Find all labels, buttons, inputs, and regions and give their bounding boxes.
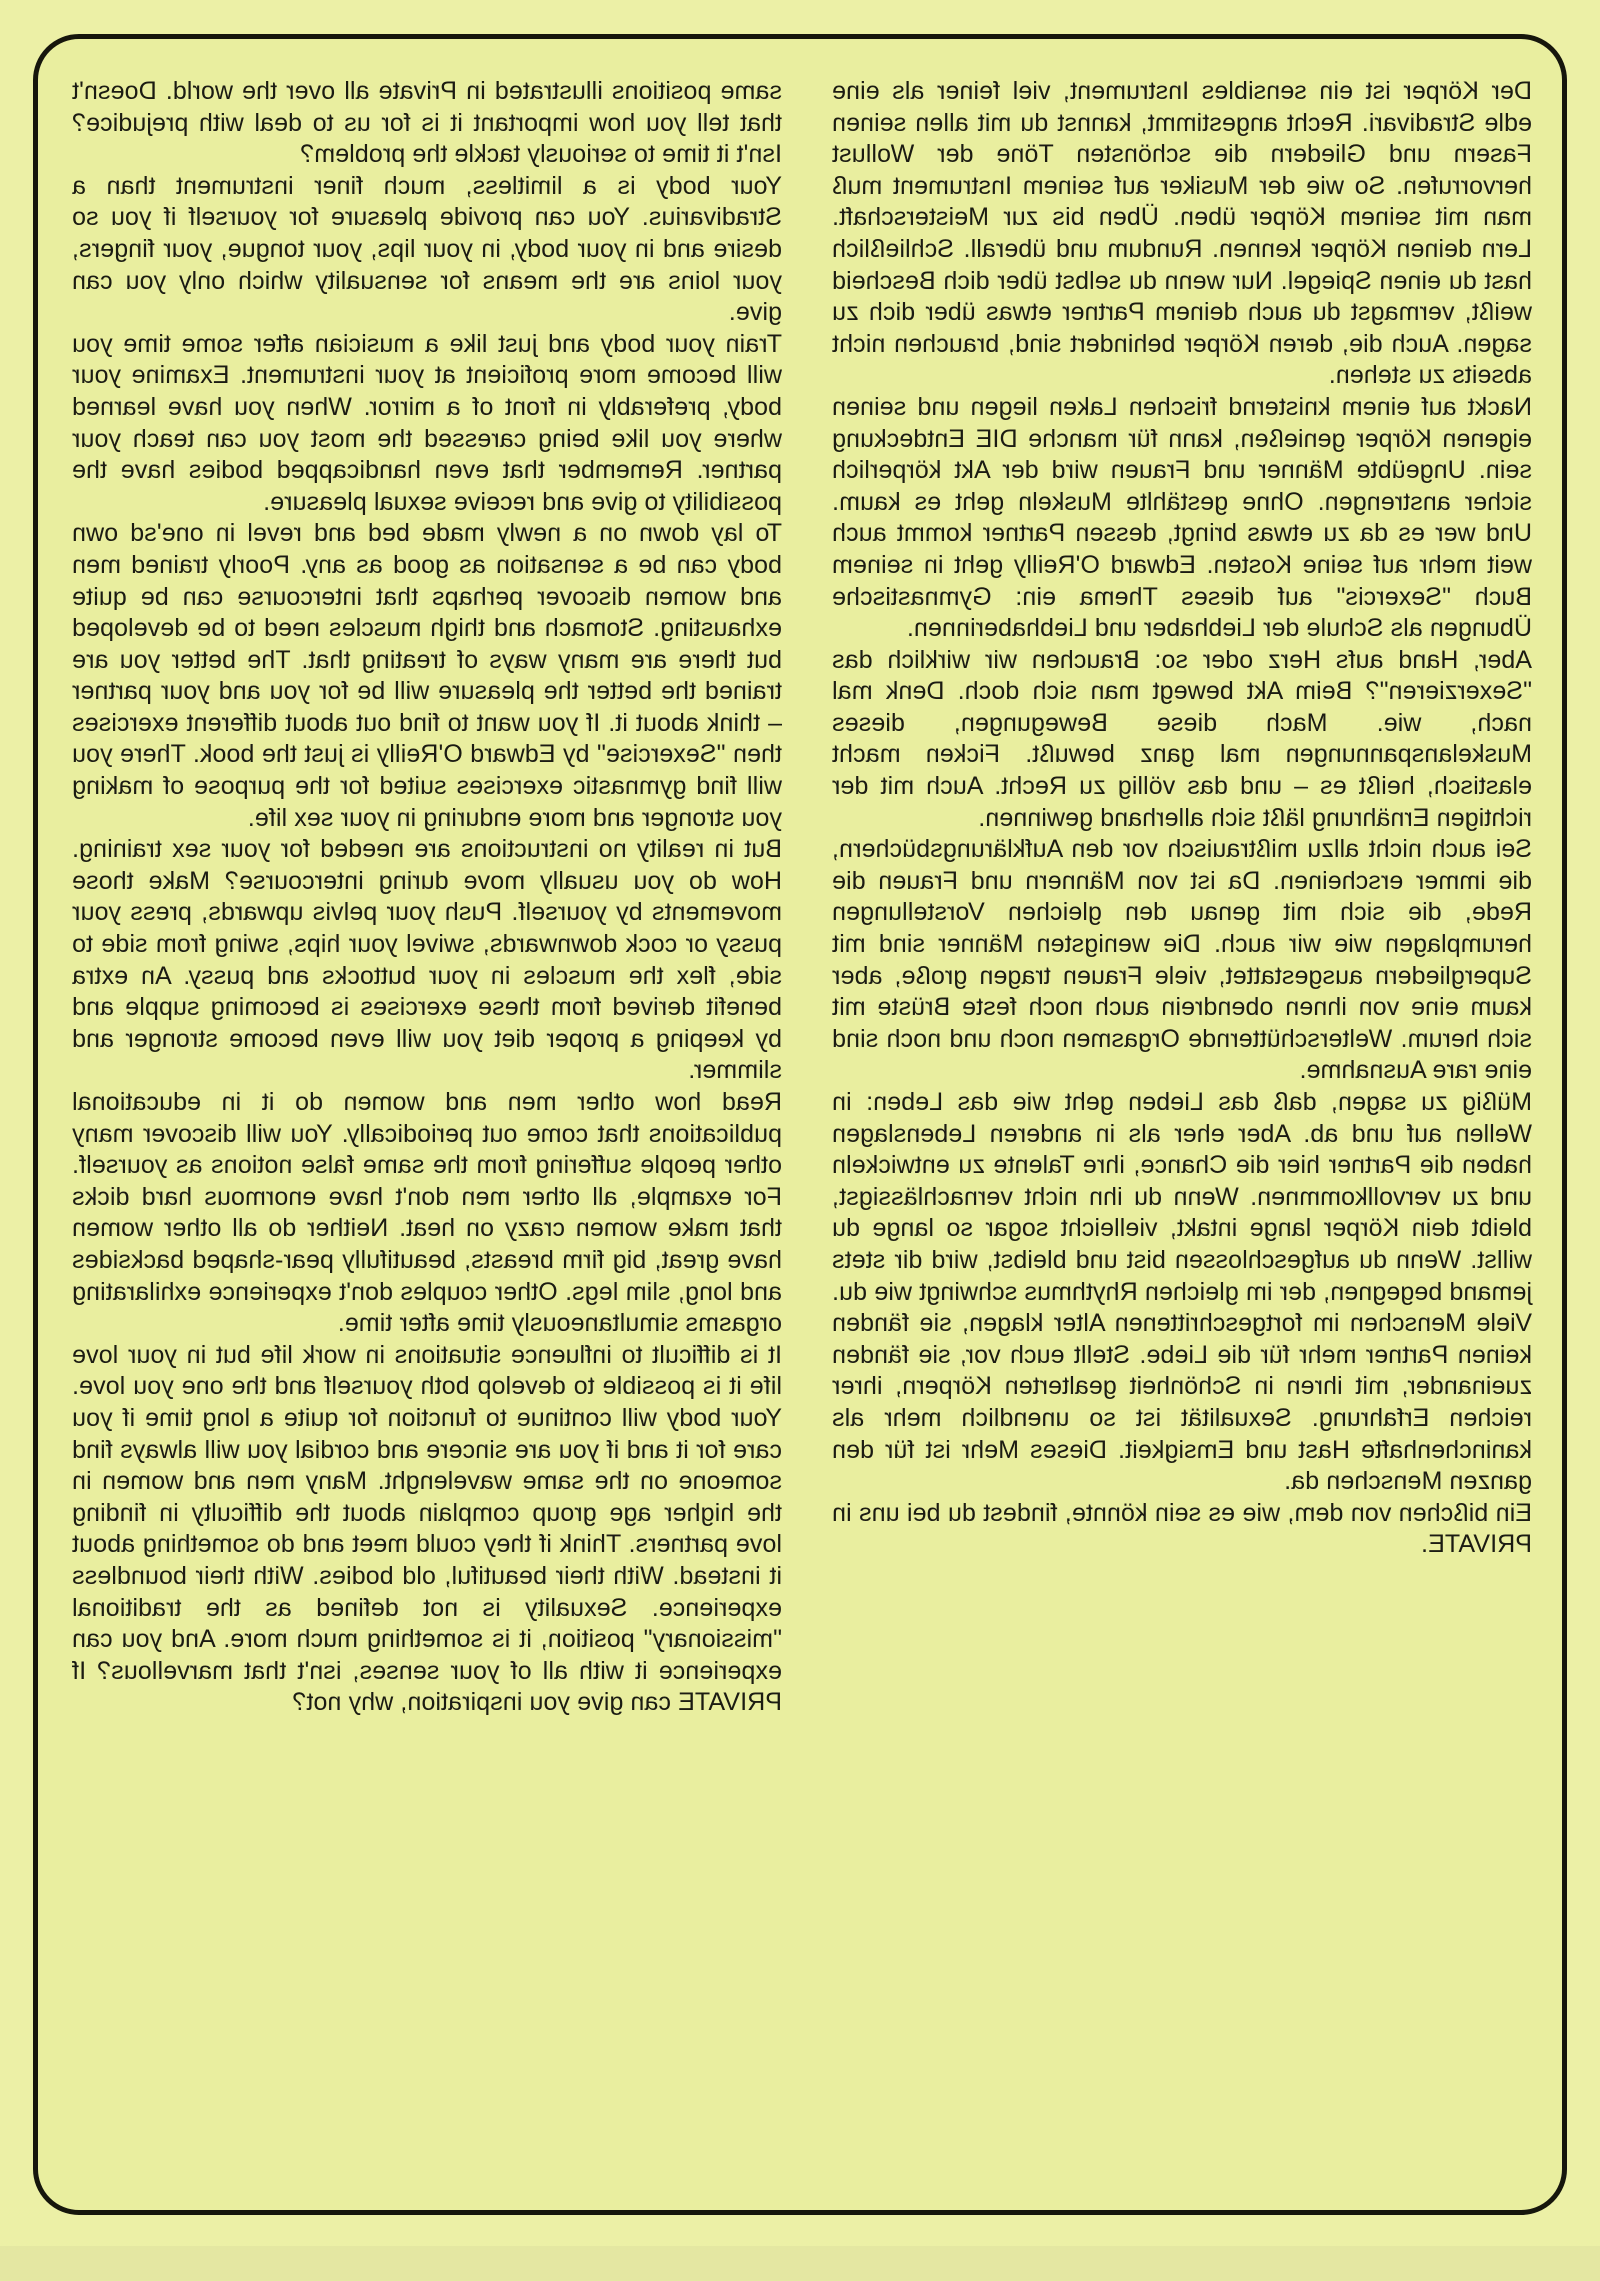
german-paragraph-1: Der Körper ist ein sensibles Instrument, viel feiner als eine edle Stradivari. Recht angestimmt, kannst du mit allen seinen Fasern und Gliedern die schönsten Töne der Wollust hervorrufen. So wie der Musiker auf seinem Instrument muß man mit seinem Körper üben. Üben bis zur Meisterschaft. Lern deinen Körper kennen. Rundum und überall. Schließlich hast du einen Spiegel. Nur wenn du selbst über dich Bescheid weißt, vermagst du auch deinem Partner etwas über dich zu sagen. Auch die, deren Körper behindert sind, brauchen nicht abseits zu stehen.: [832, 77, 1532, 390]
german-text-column: [832, 76, 1532, 1561]
german-paragraph-6: Ein bißchen von dem, wie es sein könnte, findest du bei uns in PRIVATE.: [832, 1498, 1532, 1559]
english-paragraph-7: It is difficult to influence situations in work life but in your love life it is possible to develop both yourself and the one you love. Your body will continue to function for quite a long time if you care for it and if you are sincere and cordial you will always find someone on the same wavelenght. Many men and women in the higher age group complain about the difficulty in finding love partners. Think if they could meet and do something about it instead. With their beautiful, old bodies. With their boundless experience. Sexuality is not defined as the traditional "missionary" position, it is something much more. And you can experience it with all of your senses, isn't that marvellous? If PRIVATE can give you inspiration, why not?: [72, 1340, 782, 1717]
page-bottom-edge: [0, 2246, 1600, 2281]
german-paragraph-5: Müßig zu sagen, daß das Lieben geht wie das Leben: in Wellen auf und ab. Aber eher als in anderen Lebenslagen haben die Partner hier die Chance, ihre Talente zu entwickeln und zu vervollkommnen. Wenn du ihn nicht vernachlässigst, bleibt dein Körper lange intakt, vielleicht sogar so lange du willst. Wenn du aufgeschlossen bist und bleibst, wird dir stets jemand begegnen, der im gleichen Rhythmus schwingt wie du. Viele Menschen im fortgeschrittenen Alter klagen, sie fänden keinen Partner mehr für die Liebe. Stellt euch vor, sie fänden zueinander, mit ihren in Schönheit gealterten Körpern, ihrer reichen Erfahrung. Sexualität ist so unendlich mehr als kaninchenhafte Hast und Emsigkeit. Dieses Mehr ist für den ganzen Menschen da.: [832, 1088, 1532, 1496]
english-paragraph-6: Read how other men and women do it in educational publications that come out periodically. You will discover many other people suffering from the same false notions as yourself. For example, all other men don't have enormous hard dicks that make women crazy on heat. Neither do all other women have great, big firm breasts, beautifully pear-shaped backsides and long, slim legs. Other couples don't experience exhilarating orgasms simultaneously time after time.: [72, 1088, 782, 1338]
german-paragraph-2: Nackt auf einem knisternd frischen Laken liegen und seinen eigenen Körper genießen, kann für manche DIE Entdeckung sein. Ungeübte Männer und Frauen wird der Akt körperlich sicher anstrengen. Ohne gestählte Muskeln geht es kaum. Und wer es da zu etwas bringt, dessen Partner kommt auch weit mehr auf seine Kosten. Edward O'Reilly geht in seinem Buch "Sexercis" auf dieses Thema ein: Gymnastische Übungen als Schule der Liebhaber und Liebhaberinnen.: [832, 392, 1532, 643]
english-paragraph-3: Train your body and just like a musician after some time you will become more proficient at your instrument. Examine your body, preferably in front of a mirror. When you have learned where you like being caressed the most you can teach your partner. Remember that even handicapped bodies have the possibility to give and receive sexual pleasure.: [72, 329, 782, 516]
german-paragraph-4: Sei auch nicht allzu mißtrauisch vor den Aufklärungsbüchern, die immer erscheinen. Da ist von Männern und Frauen die Rede, die sich mit genau den gleichen Vorstellungen herumplagen wie wir auch. Die wenigsten Männer sind mit Supergliedern ausgestattet, viele Frauen tragen große, aber kaum eine von ihnen obendrein auch noch feste Brüste mit sich herum. Welterschütternde Orgasmen noch und noch sind eine rare Ausnahme.: [832, 835, 1532, 1085]
english-paragraph-4: To lay down on a newly made bed and revel in one'sd own body can be a sensation as good as any. Poorly trained men and women discover perhaps that intercourse can be quite exhausting. Stomach and thigh muscles need to be developed but there are many ways of treating that. The better you are trained the better the pleasure will be for you and your partner – think about it. If you want to find out about different exercises then "Sexercise" by Edward O'Reilly is just the book. There you will find gymnastic exercises suited for the purpose of making you stronger and more enduring in your sex life.: [72, 519, 782, 832]
english-paragraph-1: same positions illustrated in Private all over the world. Doesn't that tell you how important it is for us to deal with prejudice? Isn't it time to seriously tackle the problem?: [72, 77, 782, 169]
german-paragraph-3: Aber, Hand aufs Herz oder so: Brauchen wir wirklich das "Sexerzieren"? Beim Akt bewegt man sich doch. Denk mal nach, wie. Mach diese Bewegungen, dieses Muskelanspannungen mal ganz bewußt. Ficken macht elastisch, heißt es – und das völlig zu Recht. Auch mit der richtigen Ernährung läßt sich allerhand gewinnen.: [832, 645, 1532, 832]
english-paragraph-5: But in reality no instructions are needed for your sex training. How do you usually move during intercourse? Make those movements by yourself. Push your pelvis upwards, press your pussy or cock downwards, swivel your hips, swing from side to side, flex the muscles in your buttocks and pussy. An extra benefit derived from these exercises is becoming supple and by keeping a proper diet you will even become stronger and slimmer.: [72, 835, 782, 1085]
english-paragraph-2: Your body is a limitless, much finer instrument than a Stradivarius. You can provide pleasure for yourself if you so desire and in your body, in your lips, your tongue, your fingers, your loins are the means for sensuality which only you can give.: [72, 171, 782, 327]
english-text-column: [72, 76, 782, 1719]
